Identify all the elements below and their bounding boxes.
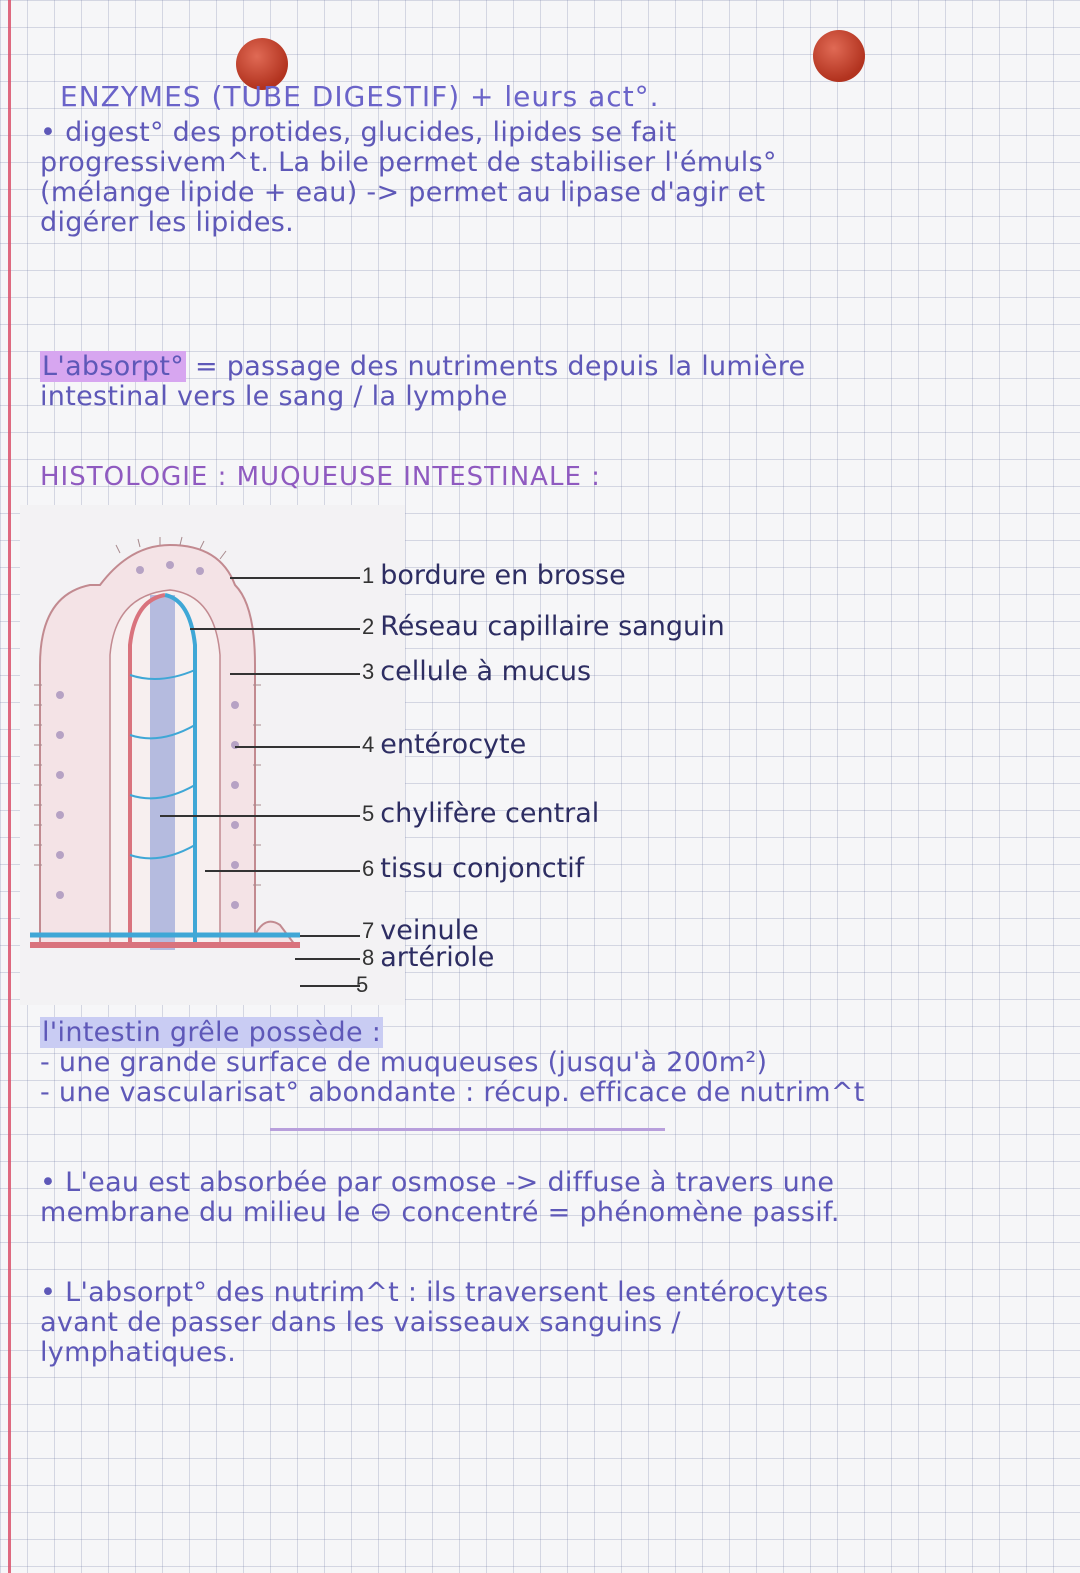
label-number: 4 [362,731,375,757]
intro-line: (mélange lipide + eau) -> permet au lipase d'agir et [40,177,766,208]
label-text: entérocyte [380,729,527,760]
label-number: 6 [362,855,375,881]
leader-line-4 [235,746,360,748]
intestin-heading: l'intestin grêle possède : [42,1017,382,1048]
label-text: chylifère central [380,798,600,829]
label-text: veinule [380,915,479,946]
eau-line: • L'eau est absorbée par osmose -> diffuse à travers une [40,1167,835,1198]
diagram-label [362,611,725,642]
diagram-label [362,798,599,829]
intro-line: progressivem^t. La bile permet de stabiliser l'émuls° [40,147,777,178]
label-text: artériole [380,942,495,973]
intestin-item: - une vascularisat° abondante : récup. efficace de nutrim^t [40,1077,865,1108]
nutrim-line: lymphatiques. [40,1337,237,1368]
histology-heading: HISTOLOGIE : MUQUEUSE INTESTINALE : [40,462,601,492]
label-number: 5 [362,800,375,826]
villus-diagram-panel [20,505,405,1005]
intestin-section [40,1018,1060,1108]
label-number: 3 [362,658,375,684]
absorption-definition-2: intestinal vers le sang / la lymphe [40,381,508,412]
leader-line-8 [295,958,360,960]
label-text: bordure en brosse [380,560,626,591]
villus-diagram [20,505,405,1005]
label-text: tissu conjonctif [380,853,585,884]
diagram-label [356,972,374,998]
label-text: Réseau capillaire sanguin [380,611,725,642]
label-number: 7 [362,917,375,943]
leader-line-9 [300,985,360,987]
intro-line: digérer les lipides. [40,207,294,238]
intro-paragraph [40,118,1060,238]
label-number: 8 [362,944,375,970]
vascularisation-underline [270,1128,665,1131]
leader-line-1 [230,577,360,579]
leader-line-6 [205,870,360,872]
binder-hole-right [813,30,865,82]
diagram-label [362,942,494,973]
leader-line-7 [300,935,360,937]
intestin-item: - une grande surface de muqueuses (jusqu'à 200m²) [40,1047,768,1078]
margin-line [8,0,11,1573]
label-number: 1 [362,562,375,588]
leader-line-5 [160,815,360,817]
diagram-label [362,729,526,760]
label-number: 5 [356,972,369,997]
label-text: cellule à mucus [380,656,592,687]
nutrim-line: avant de passer dans les vaisseaux sanguins / [40,1307,681,1338]
absorption-term: L'absorpt° [42,351,185,382]
nutriments-paragraph [40,1278,1060,1368]
leader-line-3 [230,673,360,675]
intro-line: • digest° des protides, glucides, lipides se fait [40,117,677,148]
diagram-label [362,560,626,591]
absorption-definition-1: = passage des nutriments depuis la lumière [194,351,806,382]
page-title: ENZYMES (TUBE DIGESTIF) + leurs act°. [60,80,660,113]
leader-line-2 [190,628,360,630]
diagram-label [362,853,584,884]
label-number: 2 [362,613,375,639]
eau-line: membrane du milieu le ⊖ concentré = phénomène passif. [40,1197,840,1228]
absorption-definition [40,352,1060,412]
central-lacteal [150,595,175,950]
diagram-label [362,656,591,687]
eau-paragraph [40,1168,1060,1228]
nutrim-line: • L'absorpt° des nutrim^t : ils traversent les entérocytes [40,1277,829,1308]
